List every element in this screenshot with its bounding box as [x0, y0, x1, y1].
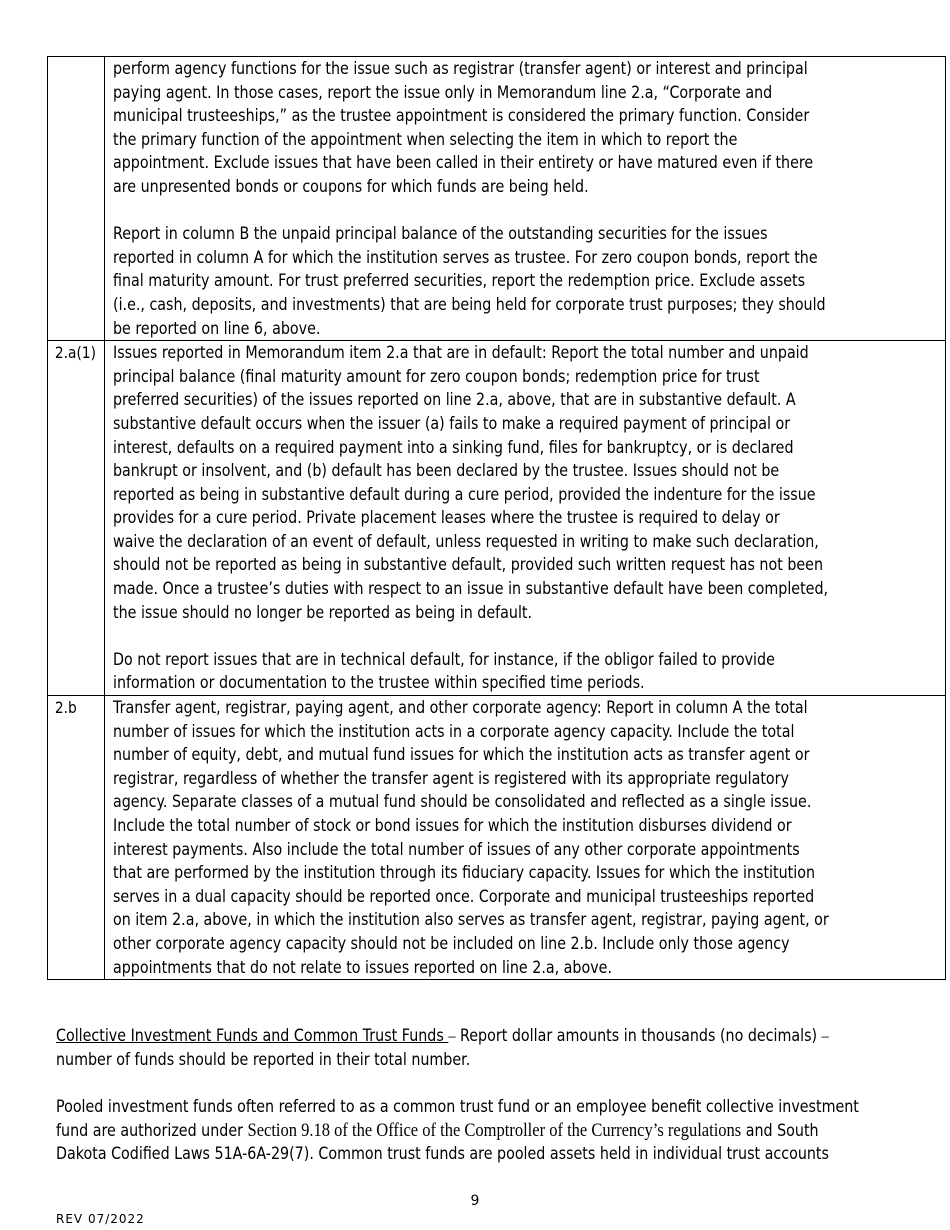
paragraph [105, 57, 945, 199]
section-heading-rest: Report dollar amounts in thousands (no decimals) [455, 1026, 822, 1045]
item-code-cell [48, 57, 105, 341]
text-line: perform agency functions for the issue such as registrar (transfer agent) or interest and principal [112, 59, 808, 78]
item-description-cell [104, 57, 945, 341]
paragraph [105, 341, 945, 624]
text-line: waive the declaration of an event of default, unless requested in writing to make such declaration, [112, 531, 819, 551]
text-line: Include the total number of stock or bond issues for which the institution disburses dividend or [112, 816, 792, 835]
text-line: information or documentation to the trustee within specified time periods. [112, 673, 645, 693]
text-line: serves in a dual capacity should be reported once. Corporate and municipal trusteeships reported [112, 886, 814, 906]
paragraph-pooled-funds [56, 1095, 906, 1166]
text-line: principal balance (final maturity amount for zero coupon bonds; redemption price for trust [112, 366, 760, 386]
text-line: final maturity amount. For trust preferred securities, report the redemption price. Exclude assets [112, 271, 805, 291]
text-line: interest, defaults on a required payment into a sinking fund, files for bankruptcy, or is declared [112, 437, 794, 457]
dash: – [821, 1026, 829, 1045]
text-line: Report in column B the unpaid principal balance of the outstanding securities for the issues [112, 224, 768, 244]
text-line: on item 2.a, above, in which the institution also serves as transfer agent, registrar, paying agent, or [112, 910, 829, 930]
section-collective-funds [56, 1024, 906, 1071]
instructions-table [47, 56, 946, 980]
table-row [48, 341, 946, 696]
text-line: the primary function of the appointment when selecting the item in which to report the [112, 129, 738, 149]
text-line: Issues reported in Memorandum item 2.a that are in default: Report the total number and unpaid [112, 343, 809, 363]
text-line: appointment. Exclude issues that have been called in their entirety or have matured even if there [112, 153, 813, 173]
text-fragment: and South [741, 1120, 819, 1140]
text-line: reported in column A for which the institution serves as trustee. For zero coupon bonds, report the [112, 247, 818, 267]
text-line: be reported on line 6, above. [112, 318, 321, 338]
text-line: registrar, regardless of whether the transfer agent is registered with its appropriate regulatory [112, 768, 789, 788]
text-line: number of issues for which the institution acts in a corporate agency capacity. Include the total [112, 721, 795, 741]
text-line: Transfer agent, registrar, paying agent, and other corporate agency: Report in column A the total [112, 698, 808, 718]
text-line: Dakota Codified Laws 51A-6A-29(7). Common trust funds are pooled assets held in individual trust accounts [56, 1144, 829, 1164]
table-row [48, 57, 946, 341]
text-line: preferred securities) of the issues reported on line 2.a, above, that are in substantive default. A [112, 390, 796, 410]
text-line: reported as being in substantive default during a cure period, provided the indenture for the issue [112, 484, 816, 504]
text-line: the issue should no longer be reported as being in default. [112, 602, 532, 622]
text-line: substantive default occurs when the issuer (a) fails to make a required payment of principal or [112, 413, 790, 433]
revision-label: REV 07/2022 [56, 1212, 145, 1226]
item-code-cell [48, 696, 105, 980]
item-description-cell [104, 696, 945, 980]
text-line: agency. Separate classes of a mutual fund should be consolidated and reflected as a single issue. [112, 792, 812, 812]
text-fragment: fund are authorized under [56, 1120, 248, 1140]
paragraph [105, 222, 945, 340]
item-code: 2.b [54, 698, 77, 718]
item-description-cell [104, 341, 945, 696]
text-line: (i.e., cash, deposits, and investments) that are being held for corporate trust purposes; they should [112, 294, 826, 314]
text-line: should not be reported as being in substantive default, provided such written request has not been [112, 555, 823, 575]
paragraph [105, 648, 945, 695]
page-number: 9 [470, 1193, 480, 1209]
text-line: Do not report issues that are in technical default, for instance, if the obligor failed to provide [112, 649, 775, 669]
text-line: number of equity, debt, and mutual fund issues for which the institution acts as transfer agent or [112, 745, 810, 765]
text-line: provides for a cure period. Private placement leases where the trustee is required to delay or [112, 508, 780, 528]
text-line: made. Once a trustee’s duties with respect to an issue in substantive default have been completed, [112, 579, 828, 599]
text-line: municipal trusteeships,” as the trustee appointment is considered the primary function. Consider [112, 106, 809, 126]
text-line: number of funds should be reported in their total number. [56, 1049, 471, 1069]
table-row [48, 696, 946, 980]
text-line: bankrupt or insolvent, and (b) default has been declared by the trustee. Issues should not be [112, 461, 779, 481]
text-line: appointments that do not relate to issues reported on line 2.a, above. [112, 957, 612, 977]
text-line: that are performed by the institution through its fiduciary capacity. Issues for which the institution [112, 863, 815, 883]
text-line: Pooled investment funds often referred to as a common trust fund or an employee benefit collective investment [56, 1097, 859, 1116]
section-heading: Collective Investment Funds and Common Trust Funds [56, 1026, 449, 1045]
text-line: interest payments. Also include the total number of issues of any other corporate appointments [112, 839, 800, 859]
text-line: other corporate agency capacity should not be included on line 2.b. Include only those agency [112, 933, 790, 953]
text-line: are unpresented bonds or coupons for which funds are being held. [112, 176, 589, 196]
item-code: 2.a(1) [54, 343, 96, 363]
item-code-cell [48, 341, 105, 696]
text-line: paying agent. In those cases, report the issue only in Memorandum line 2.a, “Corporate and [112, 82, 772, 102]
paragraph [105, 696, 945, 979]
text-fragment: Section 9.18 of the Office of the Comptroller of the Currency’s regulations [247, 1119, 742, 1141]
dash: – [448, 1026, 456, 1045]
